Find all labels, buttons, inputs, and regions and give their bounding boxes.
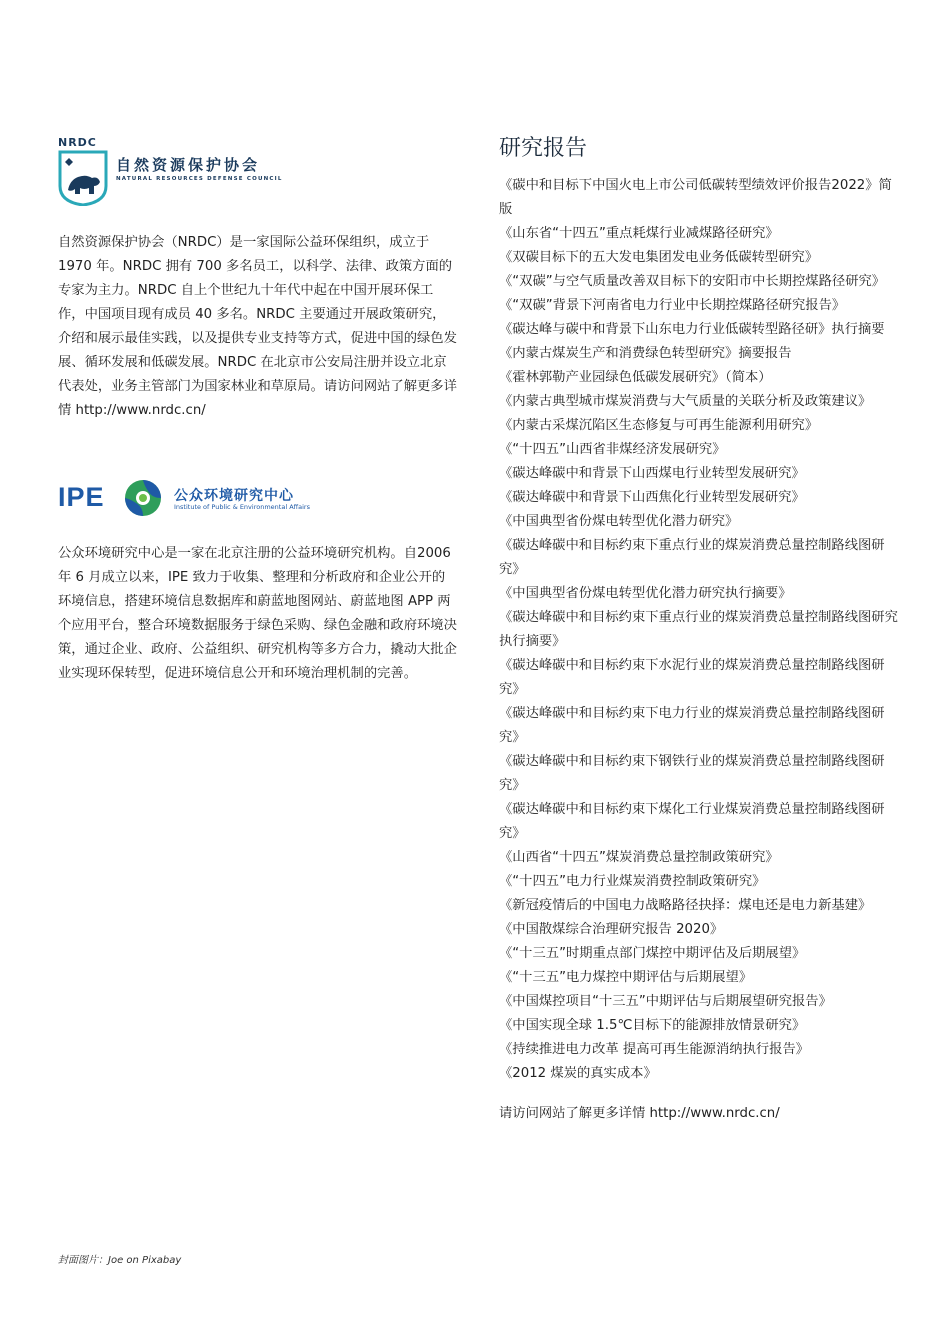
report-item: 《碳达峰碳中和目标约束下重点行业的煤炭消费总量控制路线图研究执行摘要》 <box>499 610 898 649</box>
report-item: 《中国散煤综合治理研究报告 2020》 <box>499 922 724 937</box>
report-item: 《碳达峰碳中和目标约束下重点行业的煤炭消费总量控制路线图研究》 <box>499 538 885 577</box>
report-item: 《碳中和目标下中国火电上市公司低碳转型绩效评价报告2022》简版 <box>499 178 892 217</box>
report-item: 《新冠疫情后的中国电力战略路径抉择：煤电还是电力新基建》 <box>499 898 872 913</box>
report-item: 《碳达峰碳中和目标约束下水泥行业的煤炭消费总量控制路线图研究》 <box>499 658 885 697</box>
nrdc-name-cn: 自然资源保护协会 <box>116 156 261 174</box>
report-item: 《持续推进电力改革 提高可再生能源消纳执行报告》 <box>499 1042 810 1057</box>
report-item: 《内蒙古采煤沉陷区生态修复与可再生能源利用研究》 <box>499 418 819 433</box>
ipe-name-cn: 公众环境研究中心 <box>174 488 294 504</box>
reports-heading: 研究报告 <box>499 136 588 161</box>
report-item: 《山西省“十四五”煤炭消费总量控制政策研究》 <box>499 850 779 865</box>
report-item: 《中国实现全球 1.5℃目标下的能源排放情景研究》 <box>499 1018 806 1033</box>
cover-image-credit: 封面图片：Joe on Pixabay <box>58 1255 182 1266</box>
report-item: 《碳达峰碳中和目标约束下电力行业的煤炭消费总量控制路线图研究》 <box>499 706 885 745</box>
ipe-abbr: IPE <box>58 482 105 512</box>
nrdc-abbr: NRDC <box>58 136 97 149</box>
reports-section <box>499 134 899 1126</box>
report-list <box>499 174 899 1086</box>
polar-bear-shield-icon <box>58 150 108 206</box>
nrdc-description: 自然资源保护协会（NRDC）是一家国际公益环保组织，成立于1970 年。NRDC 拥有 700 多名员工，以科学、法律、政策方面的专家为主力。NRDC 自上个世纪九十年代中起在中国开展环保工作，中国项目现有成员 40 多名。NRDC 主要通过开展政策研究，介绍和展示最佳实践，以及提供专业支持等方式，促进中国的绿色发展、循环发展和低碳发展。NRDC 在北京市公安局注册并设立北京代表处，业务主管部门为国家林业和草原局。请访问网站了解更多详情 http://www.nrdc.cn/ <box>58 235 457 418</box>
report-item: 《双碳目标下的五大发电集团发电业务低碳转型研究》 <box>499 250 819 265</box>
report-item: 《内蒙古煤炭生产和消费绿色转型研究》摘要报告 <box>499 346 792 361</box>
report-item: 《中国煤控项目“十三五”中期评估与后期展望研究报告》 <box>499 994 832 1009</box>
report-item: 《碳达峰碳中和背景下山西煤电行业转型发展研究》 <box>499 466 805 481</box>
report-item: 《霍林郭勒产业园绿色低碳发展研究》（简本） <box>499 370 772 385</box>
report-item: 《碳达峰与碳中和背景下山东电力行业低碳转型路径研》执行摘要 <box>499 322 885 337</box>
reports-footer-link-text: 请访问网站了解更多详情 http://www.nrdc.cn/ <box>499 1106 780 1121</box>
report-item: 《中国典型省份煤电转型优化潜力研究》 <box>499 514 739 529</box>
report-item: 《“十四五”山西省非煤经济发展研究》 <box>499 442 726 457</box>
report-item: 《“双碳”背景下河南省电力行业中长期控煤路径研究报告》 <box>499 298 846 313</box>
report-item: 《内蒙古典型城市煤炭消费与大气质量的关联分析及政策建议》 <box>499 394 872 409</box>
report-item: 《山东省“十四五”重点耗煤行业减煤路径研究》 <box>499 226 779 241</box>
report-item: 《“双碳”与空气质量改善双目标下的安阳市中长期控煤路径研究》 <box>499 274 886 289</box>
report-item: 《碳达峰碳中和背景下山西焦化行业转型发展研究》 <box>499 490 805 505</box>
ipe-logo <box>58 478 318 520</box>
report-item: 《“十三五”电力煤控中期评估与后期展望》 <box>499 970 753 985</box>
ipe-description: 公众环境研究中心是一家在北京注册的公益环境研究机构。自2006 年 6 月成立以来，IPE 致力于收集、整理和分析政府和企业公开的环境信息，搭建环境信息数据库和蔚蓝地图网站、蔚蓝地图 APP 两个应用平台，整合环境数据服务于绿色采购、绿色金融和政府环境决策，通过企业、政府、公益组织、研究机构等多方合力，撬动大批企业实现环保转型，促进环境信息公开和环境治理机制的完善。 <box>58 546 457 681</box>
report-item: 《2012 煤炭的真实成本》 <box>499 1066 657 1081</box>
ipe-swirl-icon <box>124 479 162 517</box>
report-item: 《碳达峰碳中和目标约束下钢铁行业的煤炭消费总量控制路线图研究》 <box>499 754 885 793</box>
nrdc-logo <box>58 136 298 206</box>
ipe-name-en: Institute of Public & Environmental Affairs <box>174 503 310 511</box>
report-item: 《中国典型省份煤电转型优化潜力研究执行摘要》 <box>499 586 792 601</box>
nrdc-name-en: NATURAL RESOURCES DEFENSE COUNCIL <box>116 176 283 182</box>
report-item: 《“十四五”电力行业煤炭消费控制政策研究》 <box>499 874 766 889</box>
report-item: 《“十三五”时期重点部门煤控中期评估及后期展望》 <box>499 946 806 961</box>
report-item: 《碳达峰碳中和目标约束下煤化工行业煤炭消费总量控制路线图研究》 <box>499 802 885 841</box>
